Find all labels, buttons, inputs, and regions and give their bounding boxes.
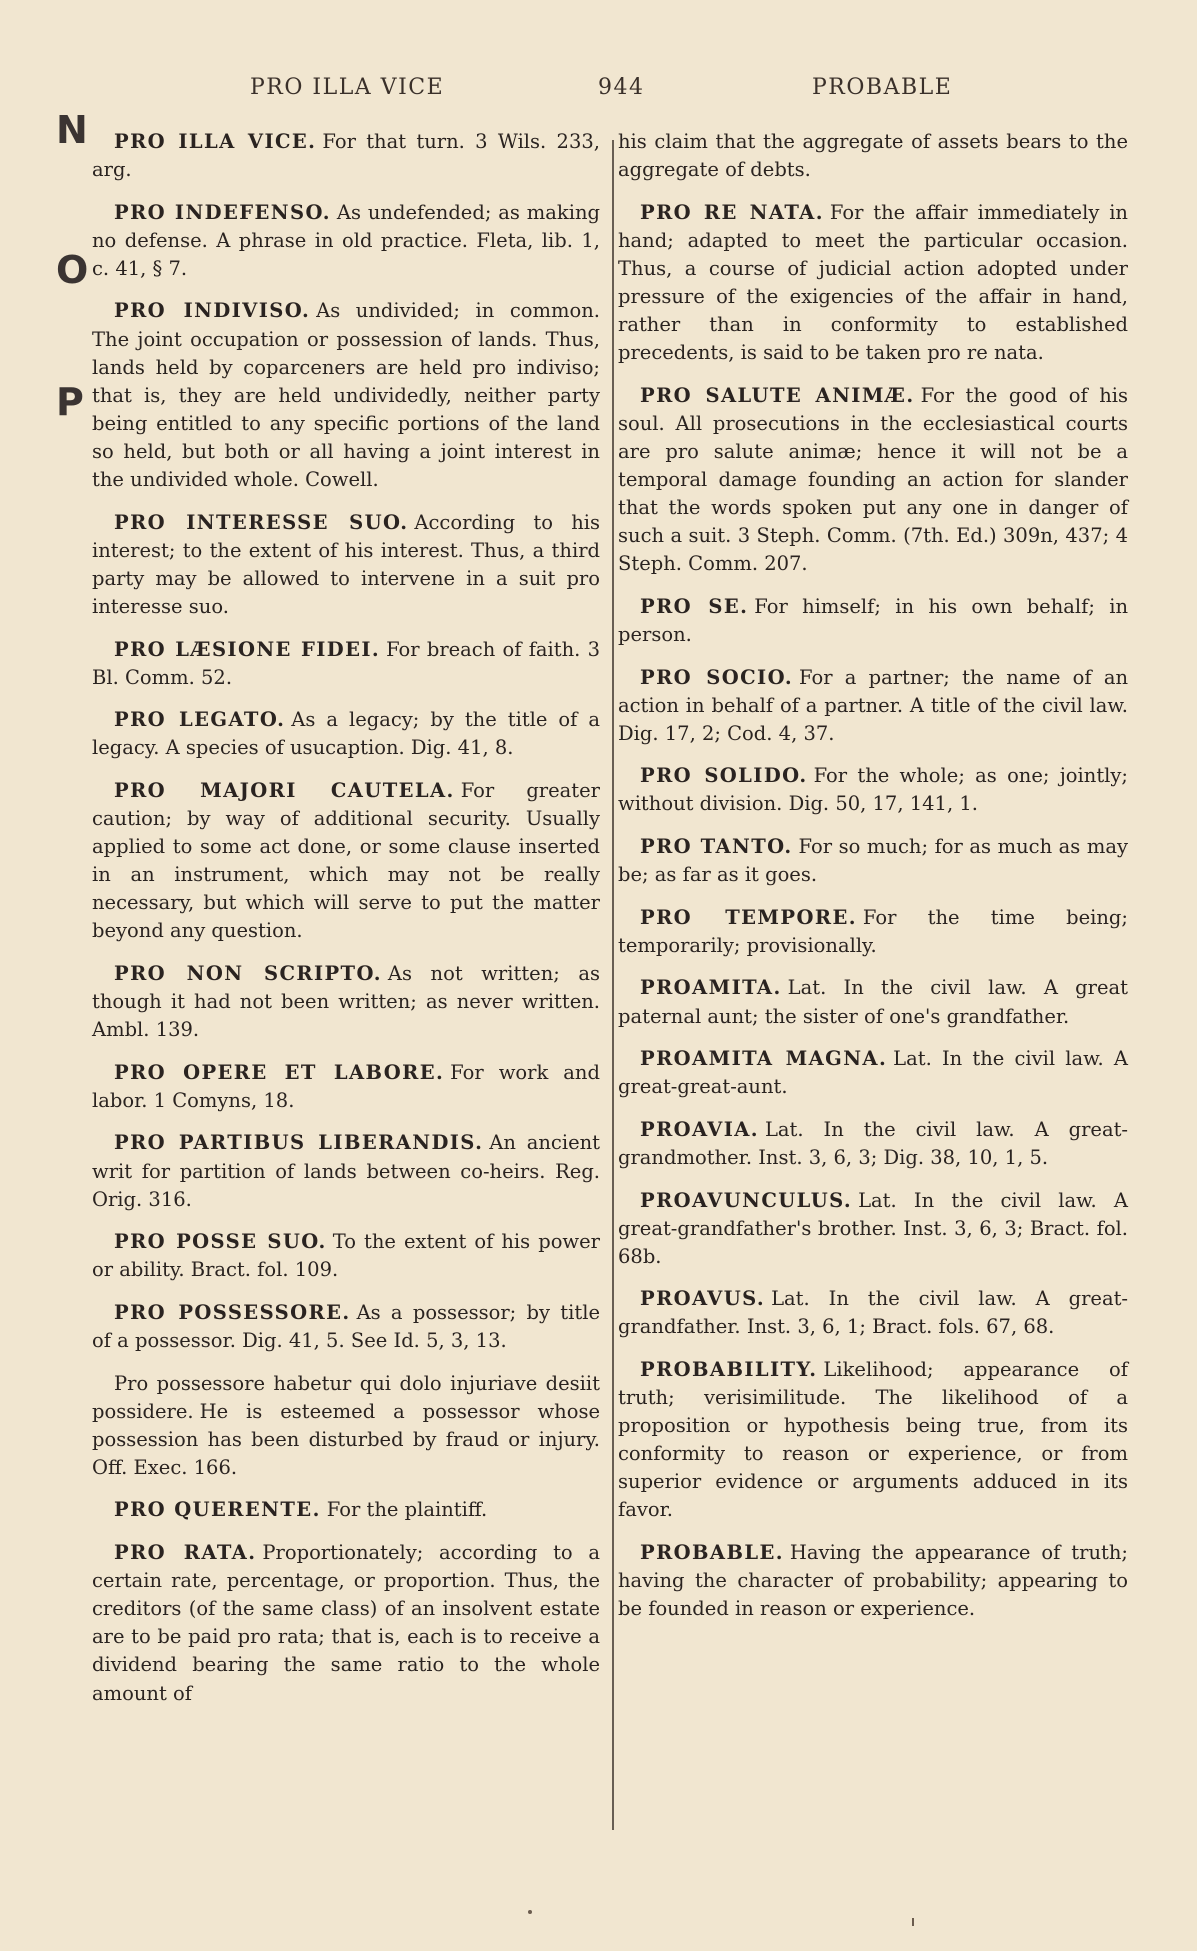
entry-headword: PRO RATA.: [114, 1541, 257, 1565]
running-head-left: PRO ILLA VICE: [250, 75, 445, 100]
entry-definition: For the affair immediately in hand; adapted to meet the particular occasion. Thus, a course of judicial action adopted under pressure of the exigencies of the affair in hand, rather than in conformity to established precedents, is said to be taken pro re nata.: [618, 200, 1128, 365]
dictionary-entry: [618, 382, 1128, 579]
entry-headword: PROAVUNCULUS.: [640, 1188, 853, 1212]
entry-headword: PRO LEGATO.: [114, 708, 286, 732]
left-column: [92, 128, 600, 1722]
entry-headword: PRO LÆSIONE FIDEI.: [114, 637, 381, 661]
entry-definition: As undivided; in common. The joint occupation or possession of lands. Thus, lands held by coparceners are held pro indiviso; that is, they are held undividedly, neither party being entitled to any specific portions of the land so held, but both or all having a joint interest in the undivided whole. Cowell.: [92, 299, 600, 492]
dictionary-entry: [618, 664, 1128, 748]
entry-headword: PROAMITA.: [640, 976, 782, 1000]
entry-definition: Lat. In the civil law. A great paternal aunt; the sister of one's grandfather.: [618, 976, 1128, 1028]
dictionary-entry: [618, 1356, 1128, 1525]
entry-definition: Lat. In the civil law. A great-great-aunt.: [618, 1047, 1129, 1099]
entry-definition: For the time being; temporarily; provisionally.: [618, 905, 1128, 957]
entry-definition: For the plaintiff.: [326, 1498, 488, 1522]
entry-headword: PROBABLE.: [640, 1541, 784, 1565]
entry-headword: PRO SALUTE ANIMÆ.: [640, 383, 915, 407]
entry-headword: PRO NON SCRIPTO.: [114, 961, 382, 985]
thumb-index-letter-o: O: [56, 248, 89, 292]
entry-definition: For himself; in his own behalf; in person.: [618, 594, 1129, 646]
entry-definition: For greater caution; by way of additional security. Usually applied to some act done, or some clause inserted in an instrument, which may not be really necessary, but which will serve to put the matter beyond any question.: [92, 778, 600, 943]
dictionary-entry: [92, 1539, 600, 1708]
entry-definition: According to his interest; to the extent of his interest. Thus, a third party may be allowed to intervene in a suit pro interesse suo.: [92, 510, 600, 618]
entry-headword: PRO RE NATA.: [640, 200, 824, 224]
entry-definition: Lat. In the civil law. A great-grandfather's brother. Inst. 3, 6, 3; Bract. fol. 68b.: [618, 1188, 1128, 1268]
entry-headword: PRO TANTO.: [640, 835, 793, 859]
entry-definition: For so much; for as much as may be; as far as it goes.: [618, 835, 1129, 887]
entry-definition: He is esteemed a possessor whose possession has been disturbed by fraud or injury. Off. Exec. 166.: [92, 1399, 600, 1479]
entry-definition: For a partner; the name of an action in behalf of a partner. A title of the civil law. Dig. 17, 2; Cod. 4, 37.: [618, 665, 1128, 745]
entry-headword: PRO ILLA VICE.: [114, 130, 317, 153]
dictionary-entry: [92, 199, 600, 283]
running-head-right: PROBABLE: [812, 75, 953, 100]
print-speck: [528, 1910, 532, 1914]
entry-headword: Pro possessore habetur qui dolo injuriave desiit possidere.: [92, 1371, 600, 1423]
dictionary-entry: [618, 199, 1128, 368]
entry-definition: As a legacy; by the title of a legacy. A species of usucaption. Dig. 41, 8.: [92, 708, 601, 760]
entry-headword: PRO MAJORI CAUTELA.: [114, 778, 455, 802]
entry-definition: As not written; as though it had not been written; as never written. Ambl. 139.: [92, 961, 600, 1042]
dictionary-entry: [618, 1539, 1128, 1623]
entry-definition: For the good of his soul. All prosecutions in the ecclesiastical courts are pro salute animæ; hence it will not be a temporal damage founding an action for slander that the words spoken put any one in danger of such a suit. 3 Steph. Comm. (7th. Ed.) 309n, 437; 4 Steph. Comm. 207.: [618, 383, 1128, 576]
entry-headword: PROAVUS.: [640, 1287, 766, 1311]
dictionary-entry: [92, 1228, 600, 1284]
entry-definition: Having the appearance of truth; having the character of probability; appearing to be founded in reason or experience.: [618, 1541, 1128, 1621]
entry-headword: PRO QUERENTE.: [114, 1498, 321, 1522]
dictionary-entry: [92, 1059, 600, 1115]
entry-headword: PRO INDEFENSO.: [114, 200, 331, 224]
entry-headword: PROAVIA.: [640, 1117, 759, 1141]
dictionary-entry: [618, 1045, 1128, 1101]
dictionary-entry: [92, 128, 600, 184]
entry-definition: his claim that the aggregate of assets bears to the aggregate of debts.: [618, 130, 1128, 182]
entry-definition: As undefended; as making no defense. A phrase in old practice. Fleta, lib. 1, c. 41, § 7.: [92, 200, 600, 280]
entry-headword: PROBABILITY.: [640, 1357, 818, 1381]
entry-definition: For that turn. 3 Wils. 233, arg.: [92, 130, 600, 182]
dictionary-entry: [92, 960, 600, 1044]
page-number: 944: [598, 75, 645, 100]
dictionary-entry: [618, 1285, 1128, 1341]
entry-headword: PRO INDIVISO.: [114, 299, 311, 323]
dictionary-entry: [92, 1496, 600, 1524]
entry-definition: For the whole; as one; jointly; without division. Dig. 50, 17, 141, 1.: [618, 764, 1128, 816]
dictionary-entry: [92, 1129, 600, 1213]
entry-definition: To the extent of his power or ability. Bract. fol. 109.: [92, 1230, 600, 1282]
dictionary-entry: [618, 1187, 1128, 1271]
entry-headword: PRO POSSE SUO.: [114, 1230, 327, 1254]
dictionary-entry: [618, 833, 1128, 889]
dictionary-entry: [92, 706, 600, 762]
dictionary-entry: [92, 297, 600, 494]
dictionary-entry: [618, 904, 1128, 960]
dictionary-entry: [92, 1299, 600, 1355]
dictionary-entry: [92, 777, 600, 946]
entry-definition: An ancient writ for partition of lands between co-heirs. Reg. Orig. 316.: [92, 1131, 601, 1211]
entry-definition: Lat. In the civil law. A great-grandmother. Inst. 3, 6, 3; Dig. 38, 10, 1, 5.: [618, 1117, 1128, 1169]
entry-definition: Likelihood; appearance of truth; verisimilitude. The likelihood of a proposition or hypothesis being true, from its conformity to reason or experience, or from superior evidence or arguments adduced in its favor.: [618, 1357, 1128, 1522]
entry-headword: PRO INTERESSE SUO.: [114, 510, 409, 534]
entry-headword: PRO SOLIDO.: [640, 764, 808, 788]
entry-definition: As a possessor; by title of a possessor. Dig. 41, 5. See Id. 5, 3, 13.: [92, 1300, 600, 1352]
entry-headword: PROAMITA MAGNA.: [640, 1047, 888, 1071]
entry-definition: Lat. In the civil law. A great-grandfather. Inst. 3, 6, 1; Bract. fols. 67, 68.: [618, 1287, 1128, 1339]
entry-definition: For breach of faith. 3 Bl. Comm. 52.: [92, 637, 600, 689]
dictionary-entry: [92, 509, 600, 621]
entry-definition: Proportionately; according to a certain rate, percentage, or proportion. Thus, the creditors (of the same class) of an insolvent estate are to be paid pro rata; that is, each is to receive a dividend bearing the same ratio to the whole amount of: [92, 1541, 600, 1705]
thumb-index-letter-n: N: [56, 108, 88, 152]
column-divider: [612, 140, 614, 1830]
entry-continuation: [618, 128, 1128, 184]
dictionary-entry: [618, 1116, 1128, 1172]
entry-headword: PRO SE.: [640, 594, 749, 618]
thumb-index-letter-p: P: [56, 380, 84, 424]
entry-headword: PRO PARTIBUS LIBERANDIS.: [114, 1131, 484, 1155]
dictionary-entry: [618, 762, 1128, 818]
dictionary-entry: [92, 636, 600, 692]
print-speck: [912, 1918, 914, 1926]
entry-headword: PRO POSSESSORE.: [114, 1300, 351, 1324]
right-column: [618, 128, 1128, 1638]
entry-headword: PRO TEMPORE.: [640, 905, 857, 929]
entry-headword: PRO OPERE ET LABORE.: [114, 1060, 445, 1084]
entry-headword: PRO SOCIO.: [640, 665, 794, 689]
dictionary-entry: [618, 593, 1128, 649]
entry-definition: For work and labor. 1 Comyns, 18.: [92, 1060, 600, 1112]
dictionary-entry: [92, 1370, 600, 1482]
dictionary-entry: [618, 974, 1128, 1030]
